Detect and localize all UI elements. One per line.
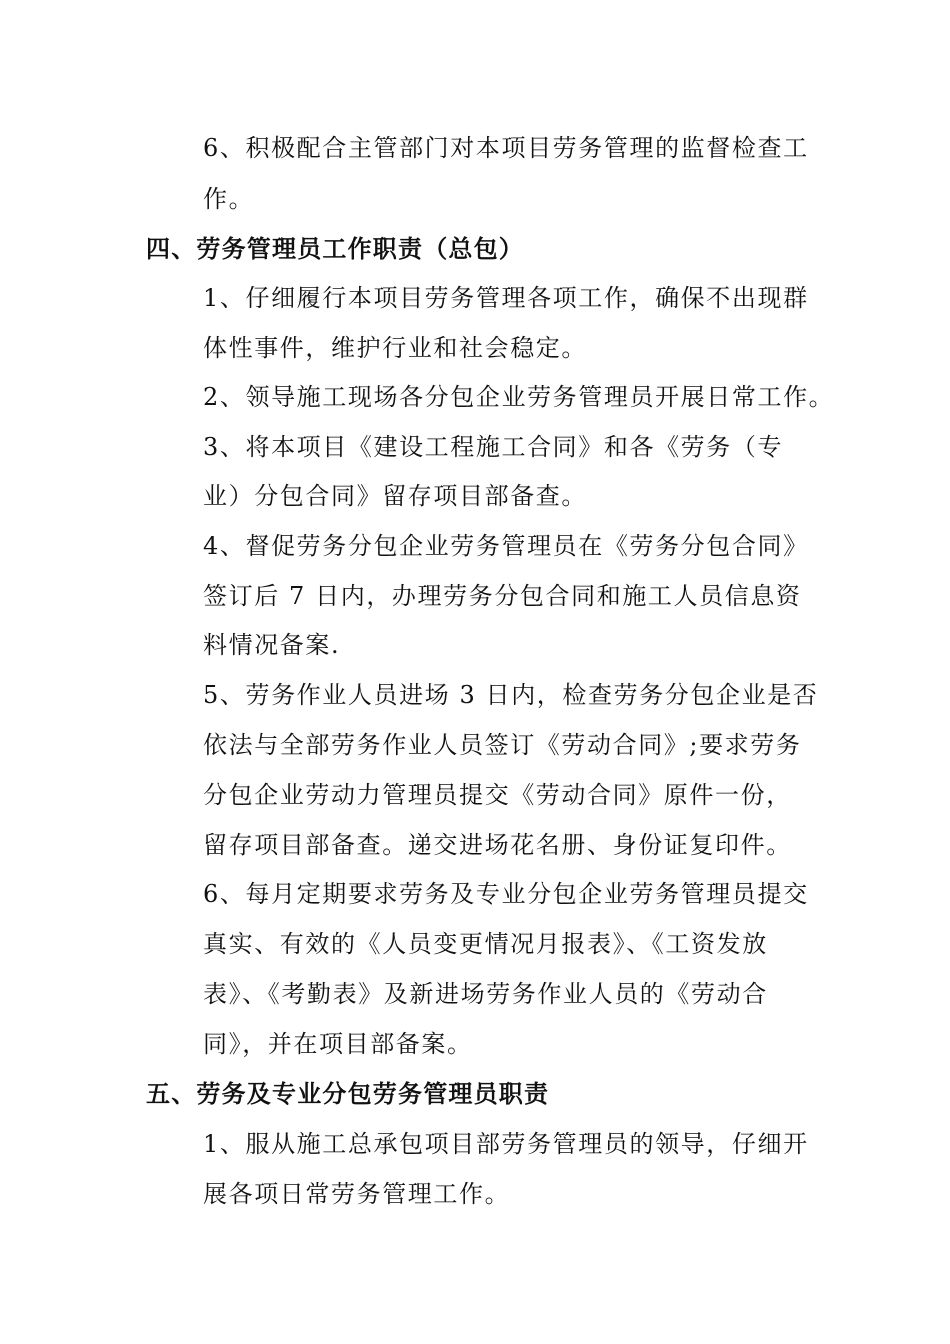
paragraph-5-1-line-1: 1、服从施工总承包项目部劳务管理员的领导，仔细开 <box>203 1130 809 1158</box>
paragraph-4-4-line-2: 签订后 7 日内，办理劳务分包合同和施工人员信息资 <box>203 582 802 610</box>
paragraph-4-3-line-1: 3、将本项目《建设工程施工合同》和各《劳务（专 <box>203 433 784 461</box>
paragraph-5-1-line-2: 展各项日常劳务管理工作。 <box>203 1180 511 1208</box>
paragraph-4-6-line-2: 真实、有效的《人员变更情况月报表》、《工资发放 <box>203 930 768 958</box>
paragraph-4-5-line-2: 依法与全部劳务作业人员签订《劳动合同》;要求劳务 <box>203 731 802 759</box>
section-heading-5: 五、劳务及专业分包劳务管理员职责 <box>146 1080 550 1108</box>
paragraph-4-4-line-3: 料情况备案. <box>203 631 341 659</box>
paragraph-4-5-line-1: 5、劳务作业人员进场 3 日内，检查劳务分包企业是否 <box>203 681 819 709</box>
paragraph-3-6-line-2: 作。 <box>203 185 255 213</box>
paragraph-4-2-line-1: 2、领导施工现场各分包企业劳务管理员开展日常工作。 <box>203 383 835 411</box>
paragraph-3-6-line-1: 6、积极配合主管部门对本项目劳务管理的监督检查工 <box>203 134 809 162</box>
paragraph-4-6-line-4: 同》，并在项目部备案。 <box>203 1030 473 1058</box>
paragraph-4-1-line-2: 体性事件，维护行业和社会稳定。 <box>203 334 587 362</box>
paragraph-4-5-line-3: 分包企业劳动力管理员提交《劳动合同》原件一份， <box>203 781 792 809</box>
paragraph-4-6-line-1: 6、每月定期要求劳务及专业分包企业劳务管理员提交 <box>203 880 809 908</box>
paragraph-4-6-line-3: 表》、《考勤表》及新进场劳务作业人员的《劳动合 <box>203 980 768 1008</box>
paragraph-4-5-line-4: 留存项目部备查。递交进场花名册、身份证复印件。 <box>203 831 792 859</box>
paragraph-4-3-line-2: 业）分包合同》留存项目部备查。 <box>203 482 587 510</box>
paragraph-4-4-line-1: 4、督促劳务分包企业劳务管理员在《劳务分包合同》 <box>203 532 809 560</box>
section-heading-4: 四、劳务管理员工作职责（总包） <box>146 235 524 263</box>
paragraph-4-1-line-1: 1、仔细履行本项目劳务管理各项工作，确保不出现群 <box>203 284 809 312</box>
